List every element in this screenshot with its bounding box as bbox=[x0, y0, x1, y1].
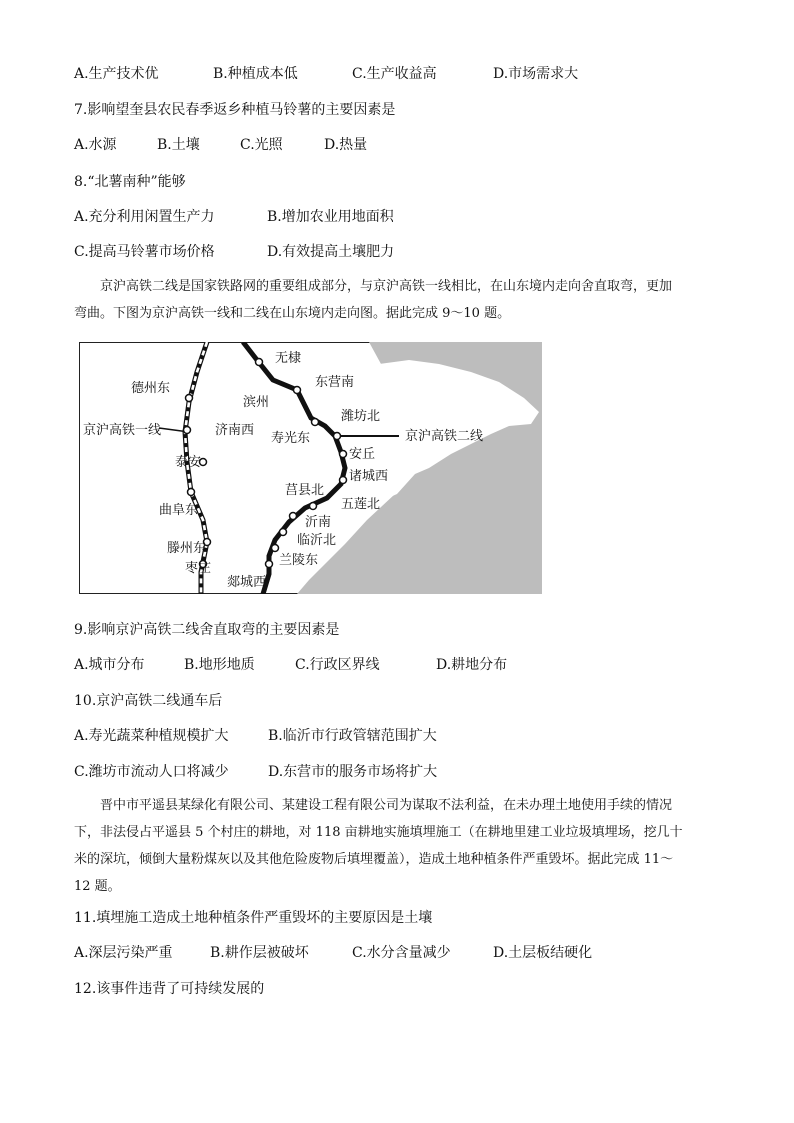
station-dot-yinan bbox=[280, 529, 287, 536]
station-dot-shouguang-dong bbox=[312, 419, 319, 426]
q9-option-a: A.城市分布 bbox=[74, 657, 145, 673]
label-anqiu: 安丘 bbox=[349, 447, 376, 462]
passage-2-line-3: 米的深坑，倾倒大量粉煤灰以及其他危险废物后填埋覆盖），造成土地种植条件严重毁坏。据此完成 11～ bbox=[74, 852, 674, 867]
label-juxian-bei: 莒县北 bbox=[285, 483, 325, 498]
q6-option-a: A.生产技术优 bbox=[74, 66, 159, 82]
label-dongying-nan: 东营南 bbox=[315, 375, 355, 390]
q6-option-d: D.市场需求大 bbox=[493, 66, 579, 82]
station-dot-juxian-bei bbox=[290, 513, 297, 520]
label-weifang-bei: 潍坊北 bbox=[341, 409, 381, 424]
q7-stem: 7.影响望奎县农民春季返乡种植马铃薯的主要因素是 bbox=[74, 102, 396, 118]
q7-option-b: B.土壤 bbox=[157, 137, 200, 153]
q8-option-d: D.有效提高土壤肥力 bbox=[267, 244, 395, 260]
label-qufu-dong: 曲阜东 bbox=[159, 503, 199, 518]
station-dot-anqiu bbox=[340, 451, 347, 458]
q11-option-c: C.水分含量减少 bbox=[352, 945, 451, 961]
q9-stem: 9.影响京沪高铁二线舍直取弯的主要因素是 bbox=[74, 622, 340, 638]
label-binzhou: 滨州 bbox=[243, 395, 270, 410]
q8-option-b: B.增加农业用地面积 bbox=[267, 209, 394, 225]
railway-route-map bbox=[79, 342, 542, 594]
station-dot-zhucheng-xi bbox=[340, 477, 347, 484]
station-dot-dongying-nan bbox=[294, 387, 301, 394]
passage-1 bbox=[74, 273, 720, 327]
passage-1-line-1: 京沪高铁二线是国家铁路网的重要组成部分，与京沪高铁一线相比，在山东境内走向舍直取弯，更加 bbox=[100, 279, 673, 294]
q7-option-a: A.水源 bbox=[74, 137, 117, 153]
label-wulian-bei: 五莲北 bbox=[341, 497, 381, 512]
label-line-1: 京沪高铁一线 bbox=[83, 423, 162, 438]
q7-option-d: D.热量 bbox=[324, 137, 368, 153]
station-dot-wulian-bei bbox=[310, 503, 317, 510]
label-lanling-dong: 兰陵东 bbox=[279, 553, 319, 568]
passage-2-line-4: 12 题。 bbox=[74, 879, 121, 894]
q7-option-c: C.光照 bbox=[240, 137, 283, 153]
q9-option-c: C.行政区界线 bbox=[295, 657, 380, 673]
label-zhucheng-xi: 诸城西 bbox=[349, 469, 389, 484]
station-dot-linyi-bei bbox=[272, 545, 279, 552]
label-jinan-xi: 济南西 bbox=[215, 423, 255, 438]
label-linyi-bei: 临沂北 bbox=[297, 533, 337, 548]
q11-option-a: A.深层污染严重 bbox=[74, 945, 173, 961]
station-dot-jinan-xi bbox=[184, 427, 191, 434]
passage-2 bbox=[74, 792, 720, 900]
q8-option-c: C.提高马铃薯市场价格 bbox=[74, 244, 215, 260]
passage-2-line-1: 晋中市平遥县某绿化有限公司、某建设工程有限公司为谋取不法利益，在未办理土地使用手续的情况 bbox=[100, 798, 673, 813]
label-yinan: 沂南 bbox=[305, 515, 332, 530]
q9-option-d: D.耕地分布 bbox=[436, 657, 508, 673]
label-shouguang-dong: 寿光东 bbox=[271, 431, 311, 446]
q10-option-c: C.潍坊市流动人口将减少 bbox=[74, 764, 229, 780]
station-dot-dezhou-dong bbox=[186, 395, 193, 402]
q6-option-b: B.种植成本低 bbox=[213, 66, 298, 82]
label-zaozhuang: 枣庄 bbox=[185, 561, 212, 576]
q10-option-b: B.临沂市行政管辖范围扩大 bbox=[268, 728, 437, 744]
q8-option-a: A.充分利用闲置生产力 bbox=[74, 209, 215, 225]
q10-option-d: D.东营市的服务市场将扩大 bbox=[268, 764, 438, 780]
label-wudi: 无棣 bbox=[275, 351, 302, 366]
q10-option-a: A.寿光蔬菜种植规模扩大 bbox=[74, 728, 229, 744]
station-dot-qufu-dong bbox=[188, 489, 195, 496]
label-tancheng-xi: 郯城西 bbox=[227, 575, 267, 590]
q10-stem: 10.京沪高铁二线通车后 bbox=[74, 693, 223, 709]
q11-stem: 11.填埋施工造成土地种植条件严重毁坏的主要原因是土壤 bbox=[74, 910, 433, 926]
q8-stem: 8.“北薯南种”能够 bbox=[74, 174, 186, 190]
q12-stem: 12.该事件违背了可持续发展的 bbox=[74, 981, 265, 997]
q9-option-b: B.地形地质 bbox=[184, 657, 255, 673]
station-dot-weifang-bei bbox=[334, 433, 341, 440]
station-dot-wudi bbox=[256, 359, 263, 366]
label-line-2: 京沪高铁二线 bbox=[405, 429, 484, 444]
label-tengzhou-dong: 滕州东 bbox=[167, 541, 207, 556]
station-dot-lanling-dong bbox=[266, 561, 273, 568]
q11-option-b: B.耕作层被破坏 bbox=[210, 945, 309, 961]
label-taian: 泰安 bbox=[175, 455, 202, 470]
q6-option-c: C.生产收益高 bbox=[352, 66, 437, 82]
passage-2-line-2: 下，非法侵占平遥县 5 个村庄的耕地，对 118 亩耕地实施填埋施工（在耕地里建工业垃圾填埋场，挖几十 bbox=[74, 825, 683, 840]
passage-1-line-2: 弯曲。下图为京沪高铁一线和二线在山东境内走向图。据此完成 9～10 题。 bbox=[74, 306, 511, 321]
q11-option-d: D.土层板结硬化 bbox=[493, 945, 593, 961]
label-dezhou-dong: 德州东 bbox=[131, 381, 171, 396]
